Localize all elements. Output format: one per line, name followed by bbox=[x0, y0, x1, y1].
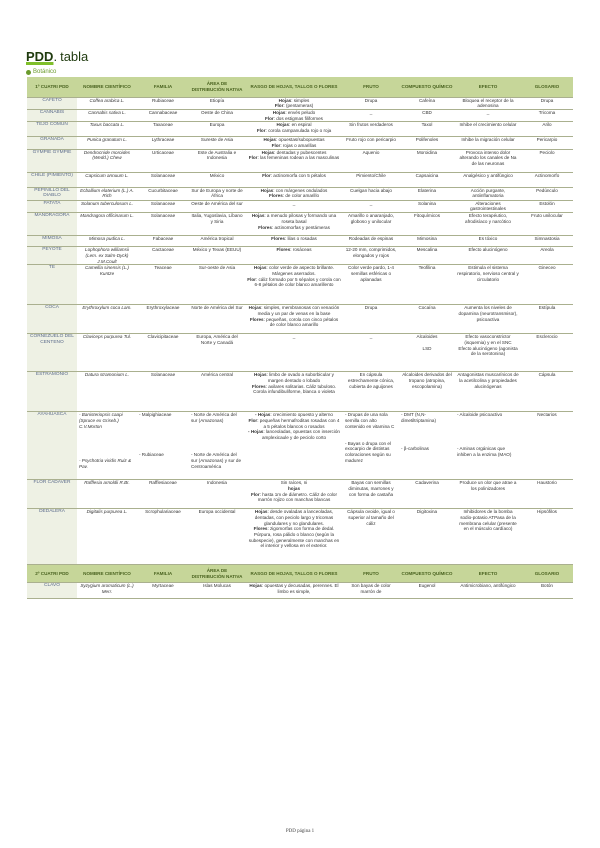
chem-cell: Eugenol bbox=[399, 583, 455, 599]
sci-cell: Claviceps purpurea Tul. bbox=[77, 334, 137, 372]
sci-cell: Mandragora officinarum L. bbox=[77, 213, 137, 236]
common-cell: MANDRÁGORA bbox=[27, 213, 77, 236]
table-row bbox=[27, 137, 573, 149]
family-cell: Fabaceae bbox=[137, 236, 189, 247]
trait-label: Hojas bbox=[276, 122, 290, 128]
effect-cell: Alteraciones gastrointestinales bbox=[455, 200, 521, 212]
document-header bbox=[26, 46, 88, 66]
area-cell: Sur-oeste de Asia bbox=[189, 265, 245, 305]
trait-text: : cáliz formado por 5 sépalos y corola con 6-8 pétalos de color blanco amarillento bbox=[254, 276, 341, 288]
sci-cell: Capsicum annuum L. bbox=[77, 172, 137, 187]
table-row bbox=[27, 305, 573, 334]
column-header: COMPUESTO QUÍMICO bbox=[399, 565, 455, 583]
area-cell: América central bbox=[189, 372, 245, 412]
traits-cell bbox=[245, 172, 343, 187]
area-cell: Sur de Europa y norte de África bbox=[189, 187, 245, 200]
fruit-cell: Drupa bbox=[343, 97, 399, 109]
gloss-cell: Gineceo bbox=[521, 265, 573, 305]
document-subtitle bbox=[26, 69, 56, 75]
effect-cell: Acción purgante, antiinflamatoria bbox=[455, 187, 521, 200]
trait-label: Hojas bbox=[253, 265, 267, 271]
trait-text: : desde ovaladas a lanceoladas, dentadas, con peciolo largo y tricomas glandulares y no glandulares. bbox=[254, 509, 334, 526]
area-cell: Europa bbox=[189, 122, 245, 137]
effect-cell: Inhibe el crecimiento celular bbox=[455, 122, 521, 137]
family-cell: - Malpighiaceae - Rubiaceae bbox=[137, 412, 189, 480]
column-header: EFECTO bbox=[455, 77, 521, 97]
trait-label: Hojas bbox=[248, 305, 262, 311]
trait-text: : dentadas y pubescentes bbox=[274, 149, 327, 155]
trait-label: Hojas bbox=[254, 509, 268, 515]
trait-text: : opuestas y decusadas, perennes. El limbo es simple, bbox=[261, 583, 339, 594]
chem-cell: Moroidina bbox=[399, 149, 455, 172]
fruit-cell: Cuelgan hacia abajo bbox=[343, 187, 399, 200]
table-row bbox=[27, 247, 573, 265]
traits-cell bbox=[245, 247, 343, 265]
leaf-icon bbox=[26, 70, 31, 75]
gloss-cell: Simnastosia bbox=[521, 236, 573, 247]
common-cell: CHILE (PIMIENTO) bbox=[27, 172, 77, 187]
chem-cell: Elaterina bbox=[399, 187, 455, 200]
gloss-cell: Haustorio bbox=[521, 480, 573, 509]
effect-cell: Efecto vasoconstrictor (isquemia) y en el SNC Efecto alucinógeno (agonista de la serotonina) bbox=[455, 334, 521, 372]
gloss-cell: Arilo bbox=[521, 122, 573, 137]
gloss-cell: Areola bbox=[521, 247, 573, 265]
gloss-cell: Botón bbox=[521, 583, 573, 599]
plant-table bbox=[27, 77, 573, 599]
effect-cell: Es tóxico bbox=[455, 236, 521, 247]
trait-label: Flores bbox=[253, 526, 268, 532]
trait-label: Flor bbox=[262, 172, 271, 178]
trait-label: Flor bbox=[247, 276, 256, 282]
column-header: ÁREA DE DISTRIBUCIÓN NATIVA bbox=[189, 565, 245, 583]
gloss-cell: Actinomorfo bbox=[521, 172, 573, 187]
trait-text: : crecimiento opuesto y alterno bbox=[270, 412, 333, 418]
common-cell: CLAVO bbox=[27, 583, 77, 599]
chem-cell: Polifenoles bbox=[399, 137, 455, 149]
traits-cell bbox=[245, 187, 343, 200]
area-cell: Europa, América del Norte y Canadá bbox=[189, 334, 245, 372]
trait-text: : (pentameras) bbox=[283, 103, 314, 109]
traits-cell bbox=[245, 305, 343, 334]
common-cell: COCA bbox=[27, 305, 77, 334]
effect-cell: Inhibidores de la bomba sodio-potasio ATPasa de la membrana celular (presente en el músculo cardíaco) bbox=[455, 509, 521, 565]
family-cell: Scrophulariaceae bbox=[137, 509, 189, 565]
table-row bbox=[27, 122, 573, 137]
fruit-cell: _ bbox=[343, 334, 399, 372]
table-row bbox=[27, 149, 573, 172]
traits-cell bbox=[245, 213, 343, 236]
trait-label: Flor bbox=[248, 155, 258, 161]
trait-text: : hasta 1m de diámetro. Cáliz de color marrón rojizo con manchas blancas bbox=[257, 491, 338, 503]
trait-text: : lilas o rosadas bbox=[284, 236, 317, 242]
trait-text: Sin raíces, ni bbox=[280, 480, 308, 486]
sci-cell: Coffea arabica L. bbox=[77, 97, 137, 109]
effect-cell: Bloquea el receptor de la adenosina bbox=[455, 97, 521, 109]
gloss-cell: Hipsófilos bbox=[521, 509, 573, 565]
family-cell: Cactaceae bbox=[137, 247, 189, 265]
family-cell: Taxaceae bbox=[137, 122, 189, 137]
fruit-cell: 12-20 mm, comprimidos, elongados y rojos bbox=[343, 247, 399, 265]
sci-cell: Camellia sinensis (L.) Kuntze bbox=[77, 265, 137, 305]
table-header-row bbox=[27, 77, 573, 97]
trait-label: Hojas bbox=[251, 213, 265, 219]
trait-label: - Hojas bbox=[255, 412, 271, 418]
column-header: FRUTO bbox=[343, 77, 399, 97]
gloss-cell: Esclerocio bbox=[521, 334, 573, 372]
table-row bbox=[27, 187, 573, 200]
fruit-cell: Aquenio bbox=[343, 149, 399, 172]
table-header-row bbox=[27, 565, 573, 583]
table-row bbox=[27, 109, 573, 121]
trait-label: Flores bbox=[271, 236, 285, 242]
common-cell: GRANADA bbox=[27, 137, 77, 149]
table-row bbox=[27, 236, 573, 247]
trait-text: : envés peludo bbox=[285, 109, 316, 115]
column-header: NOMBRE CIENTÍFICO bbox=[77, 77, 137, 97]
sci-cell: Erythroxylum coca Lam. bbox=[77, 305, 137, 334]
trait-text: : con márgenes ondulados bbox=[273, 187, 328, 193]
effect-cell: Estimula el sistema respiratorio, nervioso central y circulatorio bbox=[455, 265, 521, 305]
family-cell: Cannabaceae bbox=[137, 109, 189, 121]
effect-cell: Antimicrobiano, antifúngico bbox=[455, 583, 521, 599]
column-header: EFECTO bbox=[455, 565, 521, 583]
common-cell: CAFETO bbox=[27, 97, 77, 109]
trait-label: Hojas bbox=[261, 149, 275, 155]
table-row bbox=[27, 172, 573, 187]
trait-label: hojas bbox=[288, 485, 300, 491]
sci-cell: Datura stramonium L. bbox=[77, 372, 137, 412]
area-cell: Norte de América del Sur bbox=[189, 305, 245, 334]
area-cell: América tropical bbox=[189, 236, 245, 247]
gloss-cell: Fruto unilocular bbox=[521, 213, 573, 236]
common-cell: MIMOSA bbox=[27, 236, 77, 247]
fruit-cell: Sin frutos verdaderos bbox=[343, 122, 399, 137]
fruit-cell: Amarillo o anaranjado, globoso y unilocular bbox=[343, 213, 399, 236]
common-cell: TEJO COMÚN bbox=[27, 122, 77, 137]
trait-text: : a menudo pilosas y formando una roseta basal bbox=[264, 213, 337, 224]
traits-cell bbox=[245, 137, 343, 149]
trait-text: _ bbox=[292, 334, 296, 340]
traits-cell bbox=[245, 109, 343, 121]
sci-cell: Cannabis sativa L. bbox=[77, 109, 137, 121]
trait-text: : simples bbox=[291, 97, 310, 103]
trait-text: : color verde de aspecto brillante. Márgenes aserrados. bbox=[266, 265, 335, 276]
sci-cell: Punica granatum L. bbox=[77, 137, 137, 149]
trait-label: Flor bbox=[256, 128, 266, 134]
traits-cell bbox=[245, 372, 343, 412]
trait-label: Hojas bbox=[254, 372, 267, 378]
fruit-cell: Son bayas de color marrón de bbox=[343, 583, 399, 599]
family-cell: Cucurbitaceae bbox=[137, 187, 189, 200]
table-row bbox=[27, 265, 573, 305]
trait-text: : corola campanulada rojo o roja bbox=[265, 128, 332, 134]
fruit-cell: Rodeadas de espinas bbox=[343, 236, 399, 247]
column-header: RASGO DE HOJAS, TALLOS O FLORES bbox=[245, 77, 343, 97]
trait-text: : lanceoladas, opuestas con inserción amplexicaule y de peciolo corto bbox=[261, 429, 340, 441]
fruit-cell: Fruto rojo con pericarpio bbox=[343, 137, 399, 149]
common-cell: FLOR CADAVER bbox=[27, 480, 77, 509]
area-cell: Europa occidental bbox=[189, 509, 245, 565]
fruit-cell: Bayas con semillas diminutas, marrones y con forma de castaña bbox=[343, 480, 399, 509]
column-header: NOMBRE CIENTÍFICO bbox=[77, 565, 137, 583]
trait-text: : actinomorfas y pentámeras bbox=[271, 224, 330, 230]
fruit-cell: Drupa bbox=[343, 305, 399, 334]
page-footer: PDD página 1 bbox=[285, 829, 315, 834]
area-cell: Islas Molucas bbox=[189, 583, 245, 599]
family-cell: Solanaceae bbox=[137, 200, 189, 212]
chem-cell: Teofilina bbox=[399, 265, 455, 305]
family-cell: Erythroxylaceae bbox=[137, 305, 189, 334]
family-cell: Teaceae bbox=[137, 265, 189, 305]
trait-label: Flor bbox=[274, 103, 284, 109]
table-row bbox=[27, 412, 573, 480]
trait-text: : actinomorfa con 5 pétalos bbox=[270, 172, 326, 178]
brand-logo-text: PDD bbox=[26, 48, 54, 64]
traits-cell bbox=[245, 583, 343, 599]
fruit-cell: Color verde pardo, 1-4 semillas esféricas o aplanadas bbox=[343, 265, 399, 305]
common-cell: ESTRAMONIO bbox=[27, 372, 77, 412]
trait-text: : rosáceas bbox=[290, 247, 312, 253]
trait-text: : pequeñas hermafroditas rosadas con 4 a 5 pétalos blancos o rosados bbox=[257, 417, 340, 429]
sci-cell: Solanum tuberculosum L. bbox=[77, 200, 137, 212]
column-header: GLOSARIO bbox=[521, 77, 573, 97]
trait-text: : en espiral bbox=[289, 122, 312, 128]
trait-label: Hojas bbox=[278, 97, 292, 103]
trait-text: : simples, membranosas con venación media y un par de venas en la base bbox=[257, 305, 340, 316]
sci-cell: Rafflesia arnoldii R.Br. bbox=[77, 480, 137, 509]
table-row bbox=[27, 509, 573, 565]
column-header: FAMILIA bbox=[137, 565, 189, 583]
chem-cell: CBD bbox=[399, 109, 455, 121]
sci-cell: Mimosa pudica L. bbox=[77, 236, 137, 247]
trait-text: : axilares solitarias. Cáliz tubuloso. Corola infundibuliforme, blanca o violeta bbox=[253, 383, 337, 395]
sci-cell: Ecballium elaterium (L.) A. Rich bbox=[77, 187, 137, 200]
column-header: FAMILIA bbox=[137, 77, 189, 97]
column-header: 2º CUATRI PDD bbox=[27, 565, 77, 583]
area-cell: Oeste de China bbox=[189, 109, 245, 121]
traits-cell bbox=[245, 97, 343, 109]
family-cell: Solanaceae bbox=[137, 172, 189, 187]
common-cell: TÉ bbox=[27, 265, 77, 305]
effect-cell: Efecto alucinógeno bbox=[455, 247, 521, 265]
trait-text: _ bbox=[292, 200, 296, 206]
chem-cell: Fitoquímicos bbox=[399, 213, 455, 236]
area-cell: Este de Australia e Indonesia bbox=[189, 149, 245, 172]
area-cell: México bbox=[189, 172, 245, 187]
trait-label: Hojas bbox=[272, 109, 286, 115]
family-cell: Clavicipitaceae bbox=[137, 334, 189, 372]
traits-cell bbox=[245, 480, 343, 509]
trait-label: Flor bbox=[250, 491, 260, 497]
trait-label: Flores bbox=[251, 383, 266, 389]
fruit-cell: _ bbox=[343, 109, 399, 121]
effect-cell: Efecto terapéutico, afrodisíaco y narcótico bbox=[455, 213, 521, 236]
common-cell: PEYOTE bbox=[27, 247, 77, 265]
table-row bbox=[27, 97, 573, 109]
area-cell: Indonesia bbox=[189, 480, 245, 509]
trait-label: Flores bbox=[249, 316, 264, 322]
table-row bbox=[27, 334, 573, 372]
area-cell: - Norte de América del sur (Amazonas) - Norte de América del sur (Amazonas) y sur de Centroamérica bbox=[189, 412, 245, 480]
trait-label: - Hojas bbox=[248, 429, 264, 435]
trait-text: : rojas o amarillas bbox=[280, 143, 317, 149]
trait-label: Hojas bbox=[263, 137, 276, 143]
chem-cell: Taxol bbox=[399, 122, 455, 137]
table-row bbox=[27, 372, 573, 412]
family-cell: Urticaceae bbox=[137, 149, 189, 172]
fruit-cell: - Drupas de una sola semilla con alto contenido en vitamina C - Bayas o drupa con el exocarpio de distintas coloraciones según su madurez bbox=[343, 412, 399, 480]
effect-cell: Analgésico y antifúngico bbox=[455, 172, 521, 187]
family-cell: Lythraceae bbox=[137, 137, 189, 149]
gloss-cell: Estípula bbox=[521, 305, 573, 334]
table-row bbox=[27, 200, 573, 212]
trait-label: Flor bbox=[271, 143, 281, 149]
area-cell: Italia, Yugoslavia, Líbano y Siria bbox=[189, 213, 245, 236]
table-row bbox=[27, 480, 573, 509]
common-cell: AYAHUASCA bbox=[27, 412, 77, 480]
trait-label: Flor bbox=[265, 115, 274, 121]
trait-label: Flor bbox=[248, 417, 258, 423]
sci-cell: Taxus baccata L. bbox=[77, 122, 137, 137]
family-cell: Solanaceae bbox=[137, 372, 189, 412]
trait-label: Hojas bbox=[249, 583, 262, 589]
trait-text: : de color amarillo bbox=[282, 193, 320, 199]
column-header: FRUTO bbox=[343, 565, 399, 583]
fruit-cell: Cápsula ovoide, igual o superior al tamaño del cáliz bbox=[343, 509, 399, 565]
sci-cell: - Banisteriopsis caapi (Spruce ex Griseb.) C.V.Morton - Psychotria viridis Ruiz & Pav. bbox=[77, 412, 137, 480]
column-header: RASGO DE HOJAS, TALLOS O FLORES bbox=[245, 565, 343, 583]
chem-cell: Alcaloides LSD bbox=[399, 334, 455, 372]
common-cell: PATATA bbox=[27, 200, 77, 212]
area-cell: Sureste de Asia bbox=[189, 137, 245, 149]
area-cell: Etiopía bbox=[189, 97, 245, 109]
subtitle-text: Botánico bbox=[33, 69, 57, 75]
chem-cell: Mimosina bbox=[399, 236, 455, 247]
trait-text: : limbo de ovado a suborbicular y margen dentado o lobado bbox=[266, 372, 334, 383]
common-cell: CORNEZUELO DEL CENTENO bbox=[27, 334, 77, 372]
effect-cell: _ bbox=[455, 109, 521, 121]
traits-cell bbox=[245, 122, 343, 137]
trait-label: Flores bbox=[268, 193, 283, 199]
traits-cell bbox=[245, 200, 343, 212]
common-cell: GYMPIE GYMPIE bbox=[27, 149, 77, 172]
brand-dot: . bbox=[53, 48, 58, 64]
traits-cell bbox=[245, 412, 343, 480]
fruit-cell: Pimiento/Chile bbox=[343, 172, 399, 187]
trait-text: : las femeninas rodean a las masculinas bbox=[257, 155, 340, 161]
chem-cell: - DMT (N,N-dimetiltriptamina) - β-carbolinas bbox=[399, 412, 455, 480]
effect-cell: Aumenta los niveles de dopamina (neurotransmisor), psicoactiva bbox=[455, 305, 521, 334]
chem-cell: Cafeína bbox=[399, 97, 455, 109]
trait-text: : dos estigmas filiformes bbox=[273, 115, 323, 121]
common-cell: PEPINILLO DEL DIABLO bbox=[27, 187, 77, 200]
family-cell: Rubiaceae bbox=[137, 97, 189, 109]
trait-label: Flores bbox=[258, 224, 272, 230]
gloss-cell: Peciolo bbox=[521, 149, 573, 172]
sci-cell: Dendrocnide moroides (Wedd.) Chew bbox=[77, 149, 137, 172]
area-cell: Oeste de América del sur bbox=[189, 200, 245, 212]
common-cell: DEDALERA bbox=[27, 509, 77, 565]
chem-cell: Digitoxina bbox=[399, 509, 455, 565]
document-title: tabla bbox=[60, 48, 89, 64]
common-cell: CANNABIS bbox=[27, 109, 77, 121]
chem-cell: Alcaloides derivados del tropano (atropina, escopolamina) bbox=[399, 372, 455, 412]
effect-cell: Inhibe la migración celular bbox=[455, 137, 521, 149]
sci-cell: Digitalis purpurea L. bbox=[77, 509, 137, 565]
family-cell: Rafflesiaceae bbox=[137, 480, 189, 509]
chem-cell: Solanina bbox=[399, 200, 455, 212]
area-cell: México y Texas (EEUU) bbox=[189, 247, 245, 265]
fruit-cell: En cápsula estrechamente cónica, cubierta de aguijones bbox=[343, 372, 399, 412]
chem-cell: Cadaverina bbox=[399, 480, 455, 509]
family-cell: Solanaceae bbox=[137, 213, 189, 236]
column-header: ÁREA DE DISTRIBUCIÓN NATIVA bbox=[189, 77, 245, 97]
chem-cell: Mescalina bbox=[399, 247, 455, 265]
traits-cell bbox=[245, 334, 343, 372]
table-row bbox=[27, 583, 573, 599]
trait-label: Hojas bbox=[260, 187, 274, 193]
trait-text: : opuestas/subopuestas bbox=[275, 137, 325, 143]
effect-cell: Produce un olor que atrae a los polinizadores bbox=[455, 480, 521, 509]
trait-text: : pequeñas, corola con cinco pétalos de color blanco amarillo bbox=[263, 316, 339, 328]
effect-cell: Antagonistas muscarínicos de la acetilcolina y propiedades alucinógenas bbox=[455, 372, 521, 412]
effect-cell: Provoca intenso dolor alterando los canales de Na de las neuronas bbox=[455, 149, 521, 172]
traits-cell bbox=[245, 236, 343, 247]
gloss-cell: Estolón bbox=[521, 200, 573, 212]
family-cell: Myrtaceae bbox=[137, 583, 189, 599]
sci-cell: Syzygium aromaticum (L.) Merr. bbox=[77, 583, 137, 599]
sci-cell: Lophophora williamsii (Lem. ex Salm-Dyck) J.M.Coult bbox=[77, 247, 137, 265]
gloss-cell: Cápsula bbox=[521, 372, 573, 412]
trait-text: : zigomorfas con forma de dedal. Púrpura, rosa pálido o blanco (según la subespecie), generalmente con manchas en el interior y vellosa en el exterior. bbox=[248, 526, 340, 549]
gloss-cell: Tricoma bbox=[521, 109, 573, 121]
effect-cell: - Alcaloide psicoactivo - Aminas orgánicas que inhiben a la enzima (MAO) bbox=[455, 412, 521, 480]
trait-label: Flores bbox=[276, 247, 291, 253]
traits-cell bbox=[245, 265, 343, 305]
chem-cell: Cocaína bbox=[399, 305, 455, 334]
gloss-cell: Drupa bbox=[521, 97, 573, 109]
column-header: COMPUESTO QUÍMICO bbox=[399, 77, 455, 97]
gloss-cell: Pedúnculo bbox=[521, 187, 573, 200]
traits-cell bbox=[245, 509, 343, 565]
column-header: 1º CUATRI PDD bbox=[27, 77, 77, 97]
chem-cell: Capsaicina bbox=[399, 172, 455, 187]
gloss-cell: Pericarpio bbox=[521, 137, 573, 149]
fruit-cell: _ bbox=[343, 200, 399, 212]
table-row bbox=[27, 213, 573, 236]
gloss-cell: Nectarios bbox=[521, 412, 573, 480]
traits-cell bbox=[245, 149, 343, 172]
column-header: GLOSARIO bbox=[521, 565, 573, 583]
